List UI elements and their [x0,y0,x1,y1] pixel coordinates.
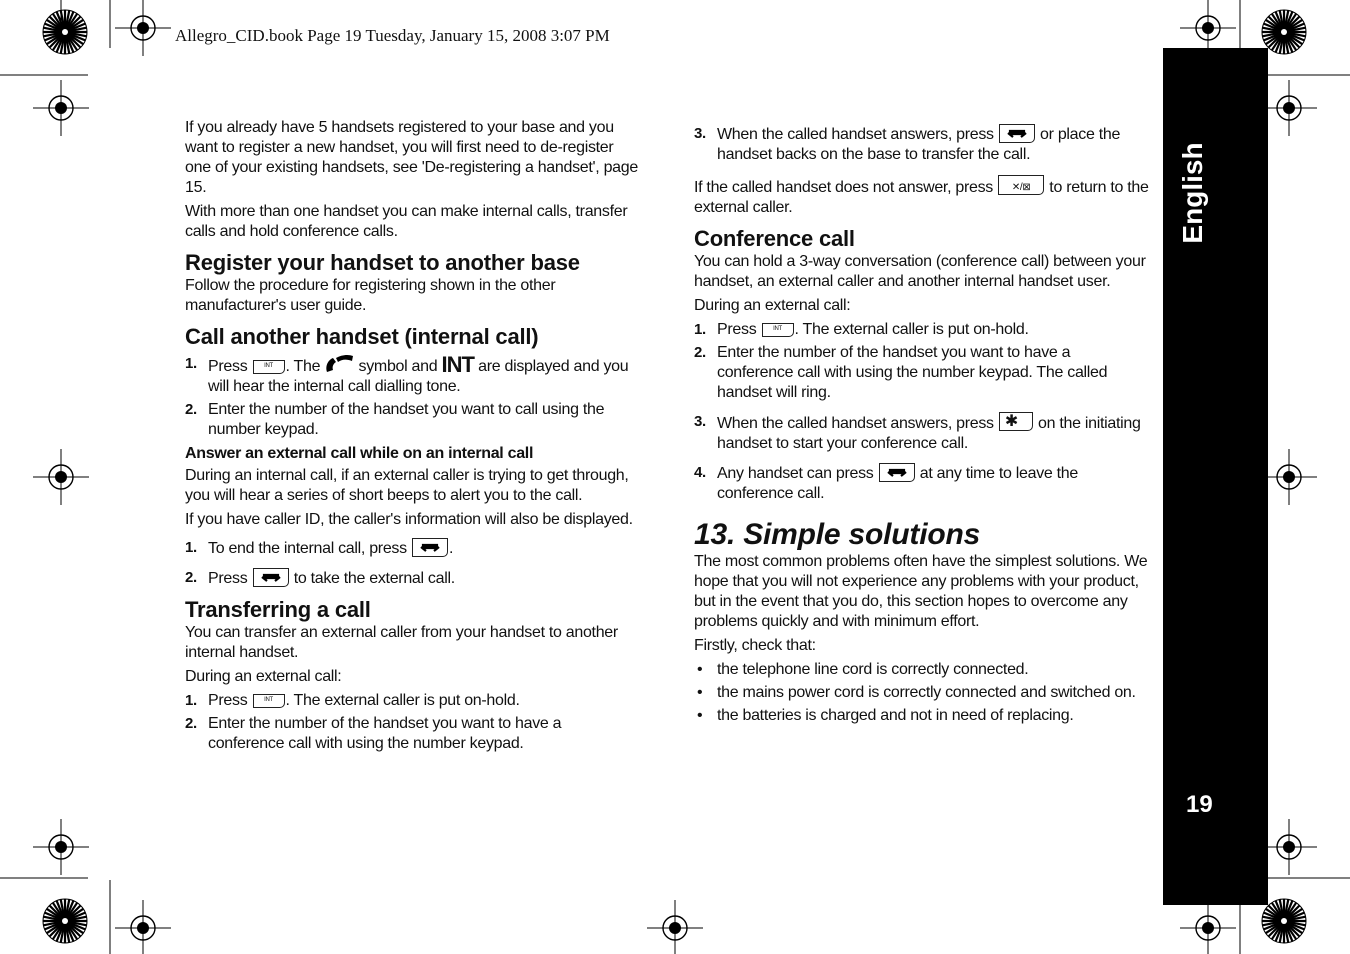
step-list [185,691,641,754]
paragraph: During an external call: [185,668,342,685]
end-call-key-icon [253,568,289,587]
list-item: 1. Press INT . The external caller is put on-hold. [694,321,1029,338]
list-item: • the batteries is charged and not in need of replacing. [697,707,1074,724]
list-item: 1. Press INT . The external caller is put on-hold. [185,692,520,709]
list-item: 2. Enter the number of the handset you want to have a conference call with using the number keypad. The called handset will ring. [694,344,1108,401]
list-item: • the mains power cord is correctly connected and switched on. [697,684,1136,701]
int-key-icon: INT [253,694,285,708]
list-item: 3. When the called handset answers, press ✱ on the initiating handset to start your conference call. [694,413,1141,452]
subsection-heading: Answer an external call while on an internal call [185,445,534,462]
page-number: 19 [1186,791,1213,818]
chapter-title: 13. Simple solutions [694,518,981,551]
int-key-icon: INT [253,360,285,374]
paragraph: You can transfer an external caller from your handset to another internal handset. [185,624,618,661]
end-call-key-icon [412,538,448,557]
step-list [185,354,641,440]
section-heading: Conference call [694,226,855,251]
paragraph: Follow the procedure for registering shown in the other manufacturer's user guide. [185,277,556,314]
paragraph: Firstly, check that: [694,637,816,654]
paragraph: You can hold a 3-way conversation (conference call) between your handset, an external caller and another internal handset user. [694,253,1146,290]
star-key-icon: ✱ [999,412,1033,431]
step-list [694,124,1150,165]
mute-key-icon: ✕/⊠ [998,175,1044,195]
right-column [694,124,1150,729]
phone-handset-icon [324,354,354,374]
list-item: 4. Any handset can press at any time to leave the conference call. [694,464,1079,502]
list-item: 3. When the called handset answers, press or place the handset backs on the base to transfer the call. [694,125,1121,163]
int-symbol-icon: INT [441,352,474,377]
list-item: 2. Enter the number of the handset you want to call using the number keypad. [185,401,605,438]
print-header: Allegro_CID.book Page 19 Tuesday, January 15, 2008 3:07 PM [175,26,610,45]
section-heading: Call another handset (internal call) [185,324,539,349]
list-item: 2. Enter the number of the handset you want to have a conference call with using the number keypad. [185,715,562,752]
section-heading: Register your handset to another base [185,250,580,275]
paragraph: If the called handset does not answer, press ✕/⊠ to return to the external caller. [694,175,1150,218]
end-call-key-icon [879,463,915,482]
paragraph: During an internal call, if an external caller is trying to get through, you will hear a series of short beeps to alert you to the call. [185,467,629,504]
list-item: 2. Press to take the external call. [185,569,455,587]
intro-paragraph: With more than one handset you can make internal calls, transfer calls and hold conference calls. [185,203,628,240]
section-heading: Transferring a call [185,597,371,622]
paragraph: The most common problems often have the simplest solutions. We hope that you will not experience any problems with your product, but in the event that you do, this section hopes to overcome any problems quickly and with minimum effort. [694,553,1148,630]
checklist [694,660,1150,726]
paragraph: If you have caller ID, the caller's information will also be displayed. [185,511,633,528]
int-key-icon: INT [762,323,794,337]
step-list [694,320,1150,504]
list-item: 1. Press INT . The symbol and INT are displayed and you will hear the internal call dialling tone. [185,352,629,395]
end-call-key-icon [999,124,1035,143]
step-list [185,538,641,589]
language-label: English [1177,142,1208,244]
list-item: • the telephone line cord is correctly connected. [697,661,1029,678]
paragraph: During an external call: [694,297,851,314]
list-item: 1. To end the internal call, press . [185,539,454,557]
intro-paragraph: If you already have 5 handsets registered to your base and you want to register a new handset, you will first need to de-register one of your existing handsets, see 'De-registering a handset', page 15. [185,119,638,196]
left-column [185,118,641,757]
